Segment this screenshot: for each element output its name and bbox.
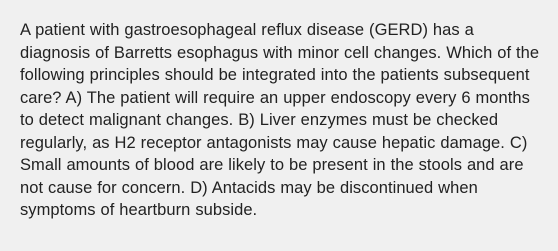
question-text: A patient with gastroesophageal reflux disease (GERD) has a diagnosis of Barretts esophagus with minor cell changes. Which of the following principles should be integrated into the patients subsequent care? A) The patient will require an upper endoscopy every 6 months to detect malignant changes. B) Liver enzymes must be checked regularly, as H2 receptor antagonists may cause hepatic damage. C) Small amounts of blood are likely to be present in the stools and are not cause for concern. D) Antacids may be discontinued when symptoms of heartburn subside. — [20, 21, 540, 219]
